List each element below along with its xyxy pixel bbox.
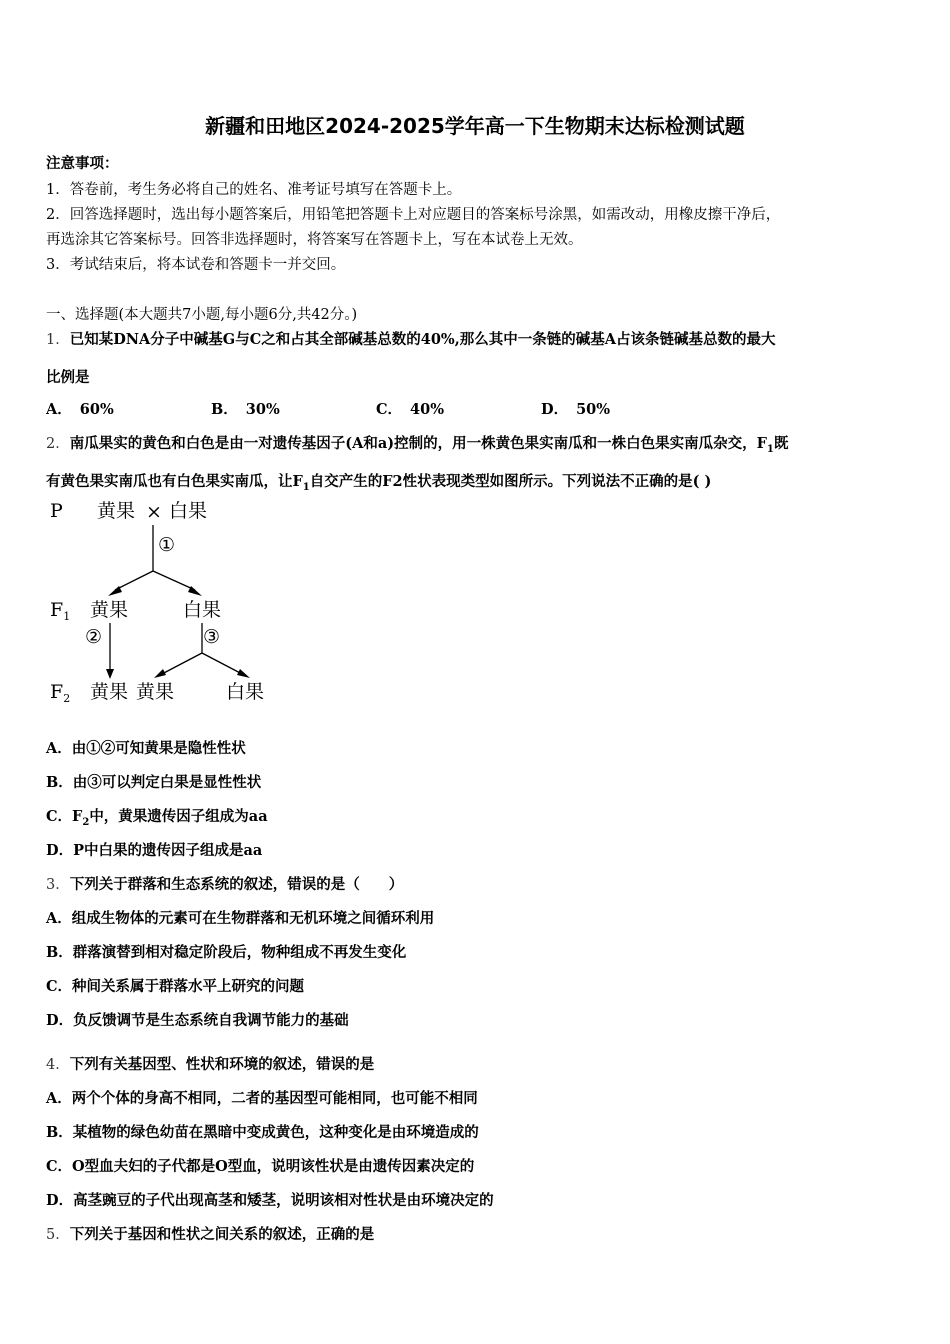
generation-letter: F <box>50 599 64 621</box>
notice-item-1: 1．答卷前，考生务必将自己的姓名、准考证号填写在答题卡上。 <box>46 182 462 198</box>
f2-label <box>50 681 70 705</box>
arrow-head <box>106 669 114 679</box>
question-4-option-c <box>46 1155 474 1176</box>
question-1-line-1: 已知某DNA分子中碱基G与C之和占其全部碱基总数的40%,那么其中一条链的碱基A占该条链碱基总数的最大 <box>69 331 776 348</box>
inheritance-diagram <box>40 495 280 710</box>
question-3-stem <box>46 873 403 894</box>
option-text: 60% <box>79 401 114 418</box>
option-text: 组成生物体的元素可在生物群落和无机环境之间循环利用 <box>71 910 435 927</box>
option-label: D． <box>46 1012 74 1029</box>
page-title: 新疆和田地区2024-2025学年高一下生物期末达标检测试题 <box>205 114 745 138</box>
subscript: 1 <box>766 443 774 455</box>
f2-white-fruit: 白果 <box>226 681 265 703</box>
step-3-marker: ③ <box>203 626 221 648</box>
option-label: A． <box>46 1090 72 1107</box>
question-2-option-d <box>46 839 262 860</box>
option-text: O型血夫妇的子代都是O型血，说明该性状是由遗传因素决定的 <box>72 1158 475 1175</box>
generation-letter: F <box>50 681 64 703</box>
subscript: 2 <box>82 816 90 828</box>
option-label: B． <box>46 944 73 961</box>
question-1-stem <box>46 328 776 349</box>
option-label: B． <box>46 774 73 791</box>
option-text: 高茎豌豆的子代出现高茎和矮茎，说明该相对性状是由环境决定的 <box>73 1192 494 1209</box>
question-text: 下列有关基因型、性状和环境的叙述，错误的是 <box>69 1056 375 1073</box>
question-number: 1． <box>46 332 70 348</box>
question-1-option-b <box>211 398 280 419</box>
f2-yellow-fruit-1: 黄果 <box>90 681 129 703</box>
step-1-marker: ① <box>158 534 176 556</box>
option-label: C． <box>46 1158 73 1175</box>
question-3-option-c <box>46 975 304 996</box>
option-label: C． <box>376 401 403 418</box>
selfing-branch-right <box>202 653 244 675</box>
question-2-line-1 <box>69 435 789 455</box>
generation-subscript: 2 <box>63 692 71 705</box>
option-label: C． <box>46 978 73 995</box>
option-text: 某植物的绿色幼苗在黑暗中变成黄色，这种变化是由环境造成的 <box>72 1124 479 1141</box>
question-1-line-2: 比例是 <box>46 369 90 386</box>
notice-item-3: 3．考试结束后，将本试卷和答题卡一并交回。 <box>46 257 346 273</box>
p-white-fruit: 白果 <box>169 500 208 522</box>
f1-label <box>50 599 70 623</box>
question-text: 下列关于群落和生态系统的叙述，错误的是（ ） <box>69 876 404 893</box>
arrow-head <box>237 669 250 678</box>
option-label: B． <box>211 401 238 418</box>
text-part: 既 <box>773 435 789 452</box>
option-text: 30% <box>245 401 280 418</box>
option-text: 由③可以判定白果是显性性状 <box>72 774 262 791</box>
notice-item-2: 2．回答选择题时，选出每小题答案后，用铅笔把答题卡上对应题目的答案标号涂黑，如需改动，用橡皮擦干净后， <box>46 207 781 223</box>
question-1-option-a <box>46 398 114 419</box>
option-text: 群落演替到相对稳定阶段后，物种组成不再发生变化 <box>72 944 407 961</box>
question-2-option-a <box>46 737 246 758</box>
question-5-stem <box>46 1223 374 1244</box>
f1-white-fruit: 白果 <box>183 599 222 621</box>
option-label: A． <box>46 910 72 927</box>
option-text <box>72 808 268 828</box>
question-number: 2． <box>46 436 70 452</box>
text-part: 南瓜果实的黄色和白色是由一对遗传基因子(A和a)控制的，用一株黄色果实南瓜和一株白色果实南瓜杂交，F <box>69 435 767 452</box>
branch-line-right <box>153 571 195 590</box>
question-1-option-d <box>541 398 610 419</box>
question-1-option-c <box>376 398 444 419</box>
step-2-marker: ② <box>85 626 103 648</box>
question-2-option-c <box>46 805 268 828</box>
section-heading: 一、选择题(本大题共7小题,每小题6分,共42分。) <box>46 307 358 323</box>
option-text: P中白果的遗传因子组成是aa <box>73 842 263 859</box>
cross-symbol: × <box>146 501 162 523</box>
question-3-option-a <box>46 907 434 928</box>
f1-yellow-fruit: 黄果 <box>90 599 129 621</box>
selfing-branch-left <box>160 653 202 675</box>
p-label: P <box>50 500 63 522</box>
question-3-option-b <box>46 941 406 962</box>
f2-yellow-fruit-2: 黄果 <box>136 681 175 703</box>
question-number: 5． <box>46 1227 70 1243</box>
subscript: 1 <box>302 481 310 493</box>
option-text: 由①②可知黄果是隐性性状 <box>71 740 246 757</box>
option-label: D． <box>46 1192 74 1209</box>
option-label: A． <box>46 740 72 757</box>
question-3-option-d <box>46 1009 349 1030</box>
option-text: 两个个体的身高不相同，二者的基因型可能相同，也可能不相同 <box>71 1090 478 1107</box>
question-text: 下列关于基因和性状之间关系的叙述，正确的是 <box>69 1226 375 1243</box>
option-label: C． <box>46 808 73 825</box>
option-text: 50% <box>576 401 611 418</box>
text-part: 有黄色果实南瓜也有白色果实南瓜，让F <box>46 473 303 490</box>
question-number: 3． <box>46 877 70 893</box>
question-4-stem <box>46 1053 374 1074</box>
option-text: 负反馈调节是生态系统自我调节能力的基础 <box>73 1012 349 1029</box>
notice-item-2-cont: 再选涂其它答案标号。回答非选择题时，将答案写在答题卡上，写在本试卷上无效。 <box>46 232 583 248</box>
question-2-option-b <box>46 771 261 792</box>
text-part: 自交产生的F2性状表现类型如图所示。下列说法不正确的是( ) <box>309 473 712 490</box>
question-4-option-d <box>46 1189 494 1210</box>
generation-subscript: 1 <box>63 610 71 623</box>
arrow-head <box>154 669 166 678</box>
option-label: A． <box>46 401 72 418</box>
option-label: D． <box>541 401 569 418</box>
text-part: F <box>72 808 83 825</box>
question-4-option-a <box>46 1087 478 1108</box>
question-2-stem <box>46 432 788 455</box>
branch-line-left <box>115 571 153 590</box>
text-part: 中，黄果遗传因子组成为aa <box>89 808 268 825</box>
option-text: 40% <box>410 401 445 418</box>
option-label: D． <box>46 842 74 859</box>
question-4-option-b <box>46 1121 479 1142</box>
notice-heading: 注意事项： <box>46 155 119 172</box>
option-text: 种间关系属于群落水平上研究的问题 <box>72 978 305 995</box>
p-yellow-fruit: 黄果 <box>97 500 136 522</box>
question-2-line-2 <box>46 470 711 493</box>
question-number: 4． <box>46 1057 70 1073</box>
option-label: B． <box>46 1124 73 1141</box>
